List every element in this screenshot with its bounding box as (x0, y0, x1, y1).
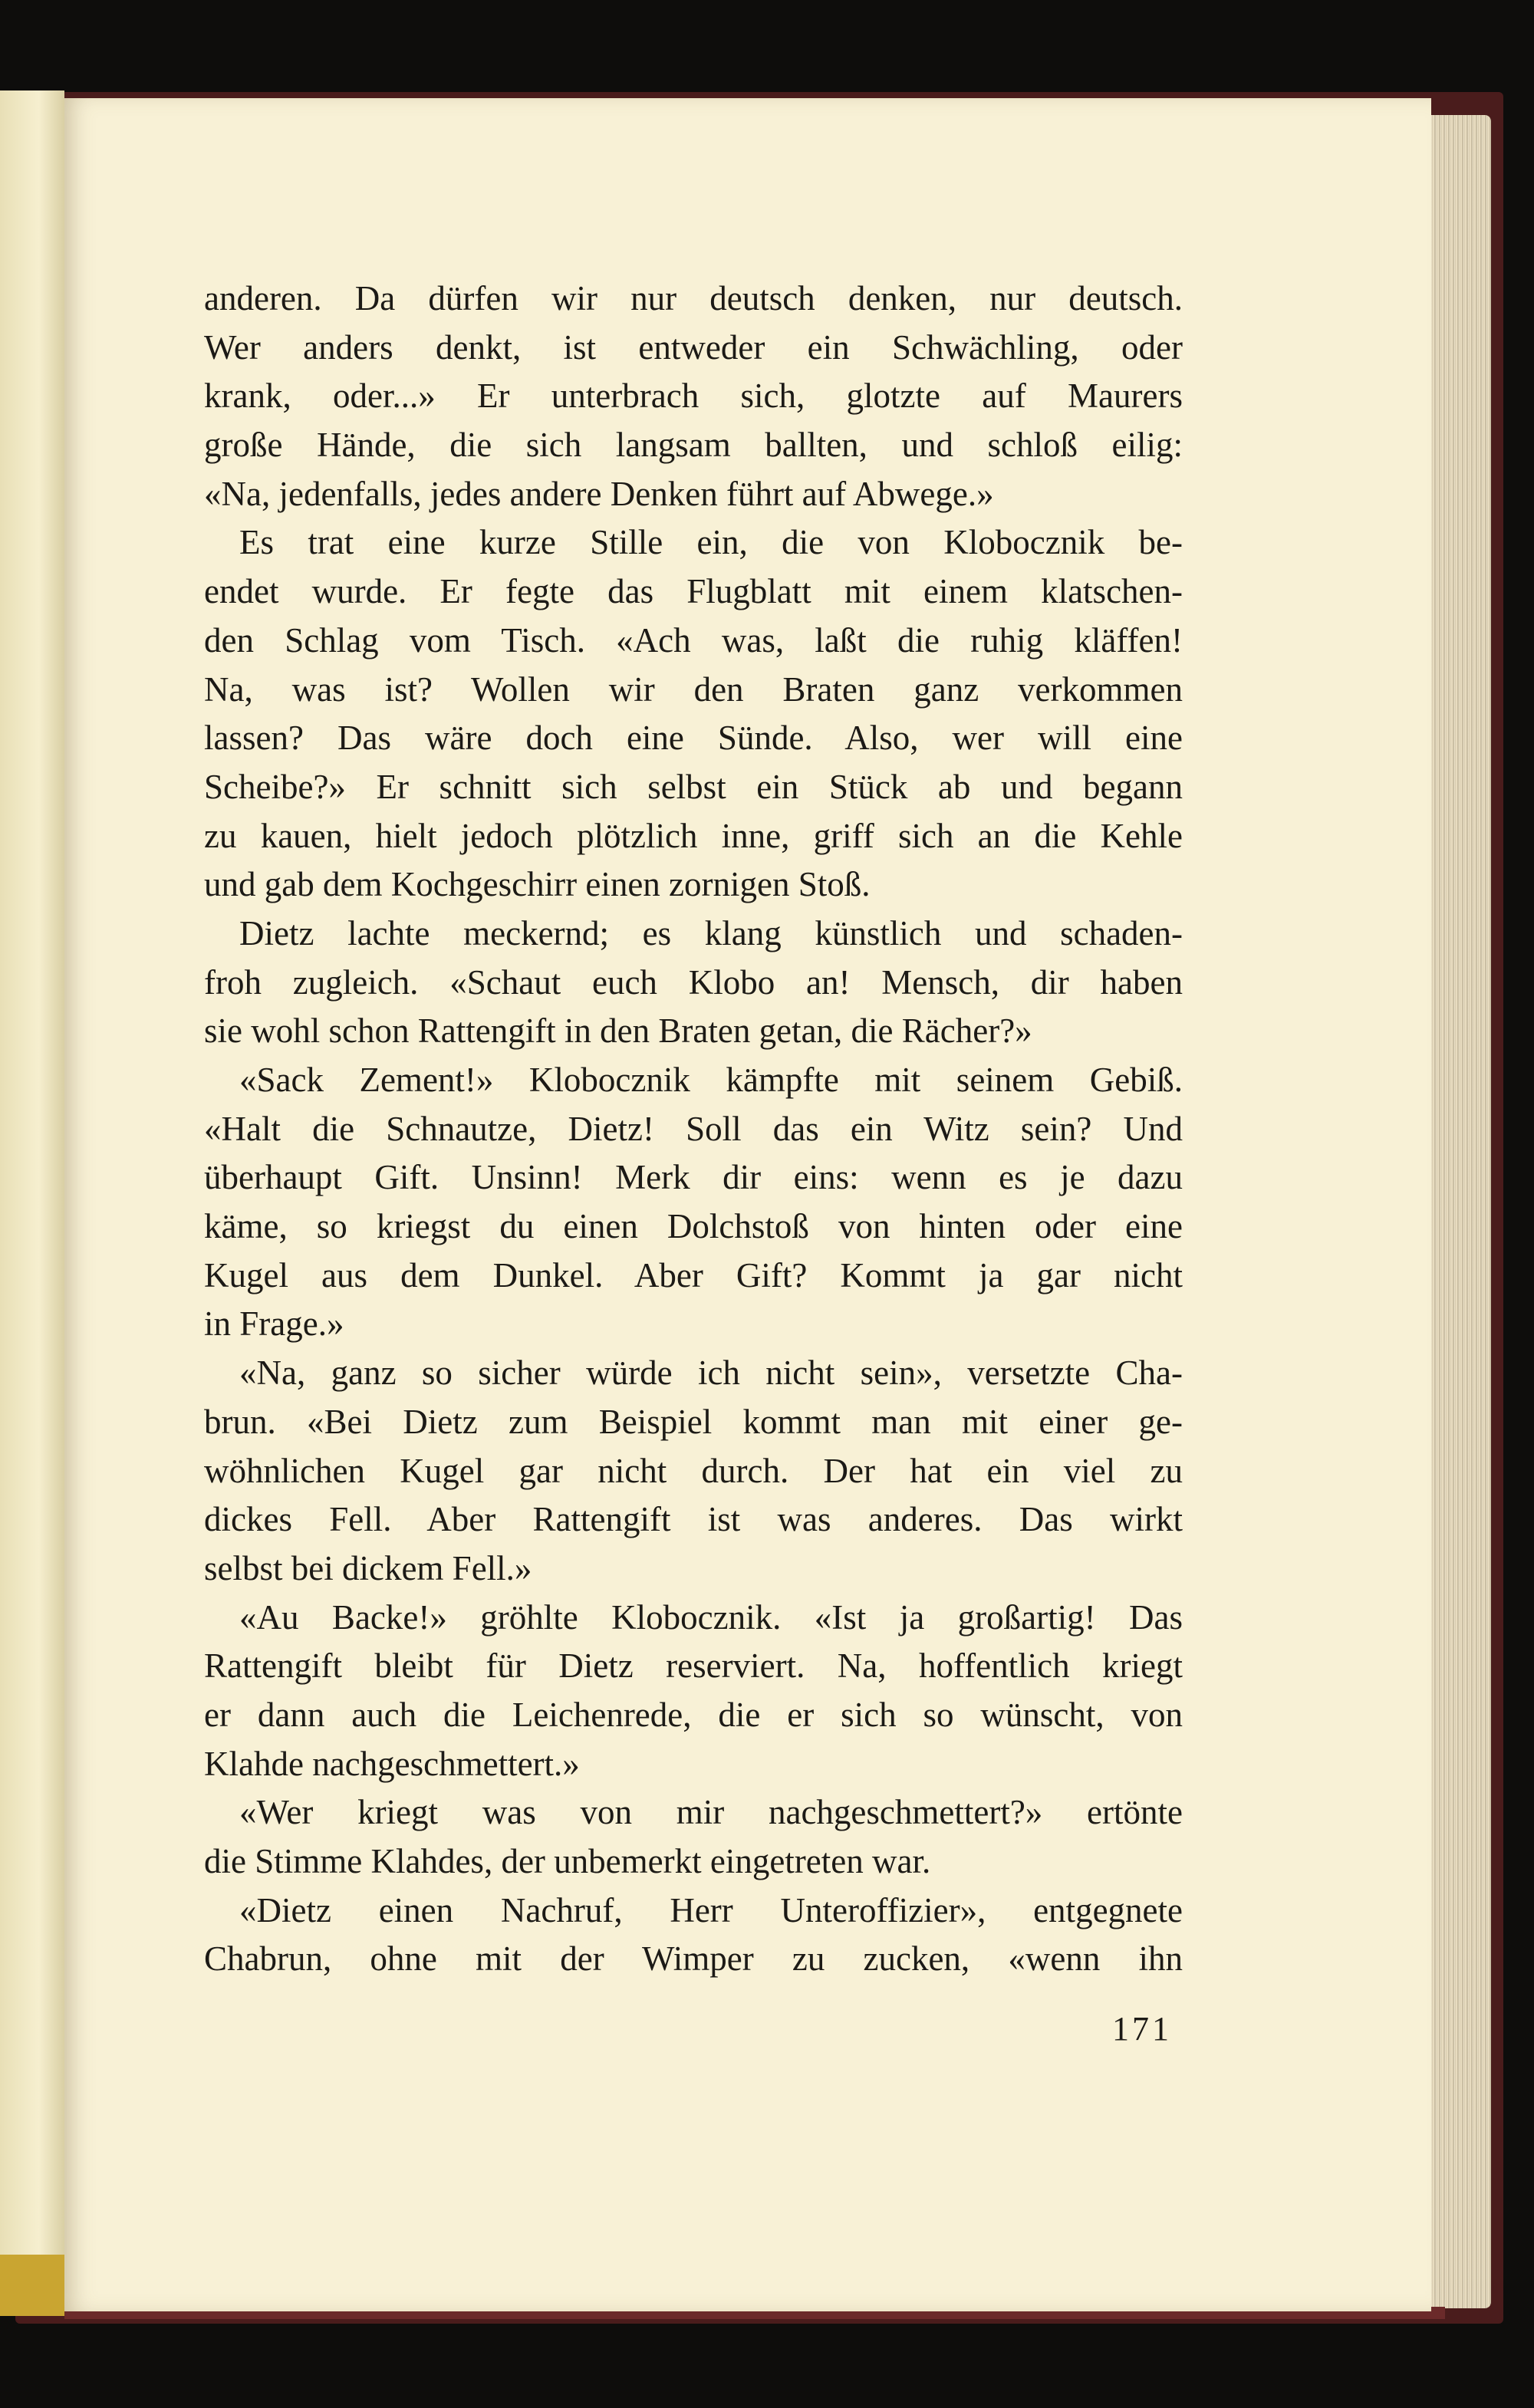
text-line: Kugel aus dem Dunkel. Aber Gift? Kommt ja gar nicht (204, 1255, 1183, 1294)
text-line: den Schlag vom Tisch. «Ach was, laßt die ruhig kläffen! (204, 620, 1183, 660)
text-line: froh zugleich. «Schaut euch Klobo an! Mensch, dir haben (204, 962, 1183, 1002)
text-line: Dietz lachte meckernd; es klang künstlich und schaden- (239, 913, 1183, 952)
text-line: käme, so kriegst du einen Dolchstoß von hinten oder eine (204, 1207, 1183, 1246)
text-line: anderen. Da dürfen wir nur deutsch denken, nur deutsch. (204, 279, 1183, 317)
text-line: «Na, ganz so sicher würde ich nicht sein», versetzte Cha- (239, 1354, 1183, 1393)
text-line: große Hände, die sich langsam ballten, und schloß eilig: (204, 426, 1183, 465)
text-line: endet wurde. Er fegte das Flugblatt mit einem klatschen- (204, 572, 1183, 611)
left-page-edge (0, 90, 64, 2314)
text-line: Chabrun, ohne mit der Wimper zu zucken, «wenn ihn (204, 1939, 1183, 1979)
text-line: die Stimme Klahdes, der unbemerkt eingetreten war. (204, 1842, 931, 1880)
text-line: in Frage.» (204, 1304, 344, 1344)
text-line: Wer anders denkt, ist entweder ein Schwächling, oder (204, 327, 1183, 367)
text-line: Na, was ist? Wollen wir den Braten ganz verkommen (204, 669, 1183, 709)
text-line: «Au Backe!» gröhlte Klobocznik. «Ist ja großartig! Das (239, 1597, 1183, 1637)
text-line: und gab dem Kochgeschirr einen zornigen Stoß. (204, 865, 871, 904)
page-number: 171 (1112, 2010, 1172, 2048)
text-line: «Sack Zement!» Klobocznik kämpfte mit seinem Gebiß. (239, 1061, 1183, 1099)
text-line: Scheibe?» Er schnitt sich selbst ein Stück ab und begann (204, 767, 1183, 806)
text-line: wöhnlichen Kugel gar nicht durch. Der hat ein viel zu (204, 1451, 1183, 1490)
page-stack-edge (1428, 115, 1491, 2308)
text-line: dickes Fell. Aber Rattengift ist was anderes. Das wirkt (204, 1500, 1183, 1539)
text-line: Klahde nachgeschmettert.» (204, 1744, 580, 1783)
text-line: krank, oder...» Er unterbrach sich, glotzte auf Maurers (204, 377, 1183, 416)
body-text (204, 275, 1183, 1984)
text-line: Rattengift bleibt für Dietz reserviert. Na, hoffentlich kriegt (204, 1646, 1183, 1686)
text-line: «Wer kriegt was von mir nachgeschmettert?» ertönte (239, 1793, 1183, 1832)
text-line: sie wohl schon Rattengift in den Braten getan, die Rächer?» (204, 1012, 1032, 1051)
text-line: zu kauen, hielt jedoch plötzlich inne, griff sich an die Kehle (204, 816, 1183, 855)
text-line: überhaupt Gift. Unsinn! Merk dir eins: wenn es je dazu (204, 1158, 1183, 1197)
text-line: Es trat eine kurze Stille ein, die von Klobocznik be- (239, 523, 1183, 562)
text-line: er dann auch die Leichenrede, die er sich so wünscht, von (204, 1695, 1183, 1734)
text-line: «Na, jedenfalls, jedes andere Denken führt auf Abwege.» (204, 474, 994, 513)
text-line: brun. «Bei Dietz zum Beispiel kommt man mit einer ge- (204, 1402, 1183, 1441)
left-page-gilt-edge (0, 2255, 64, 2316)
text-line: «Halt die Schnautze, Dietz! Soll das ein Witz sein? Und (204, 1109, 1183, 1148)
text-line: selbst bei dickem Fell.» (204, 1548, 532, 1587)
text-line: «Dietz einen Nachruf, Herr Unteroffizier», entgegnete (239, 1890, 1183, 1929)
text-line: lassen? Das wäre doch eine Sünde. Also, wer will eine (204, 719, 1183, 758)
